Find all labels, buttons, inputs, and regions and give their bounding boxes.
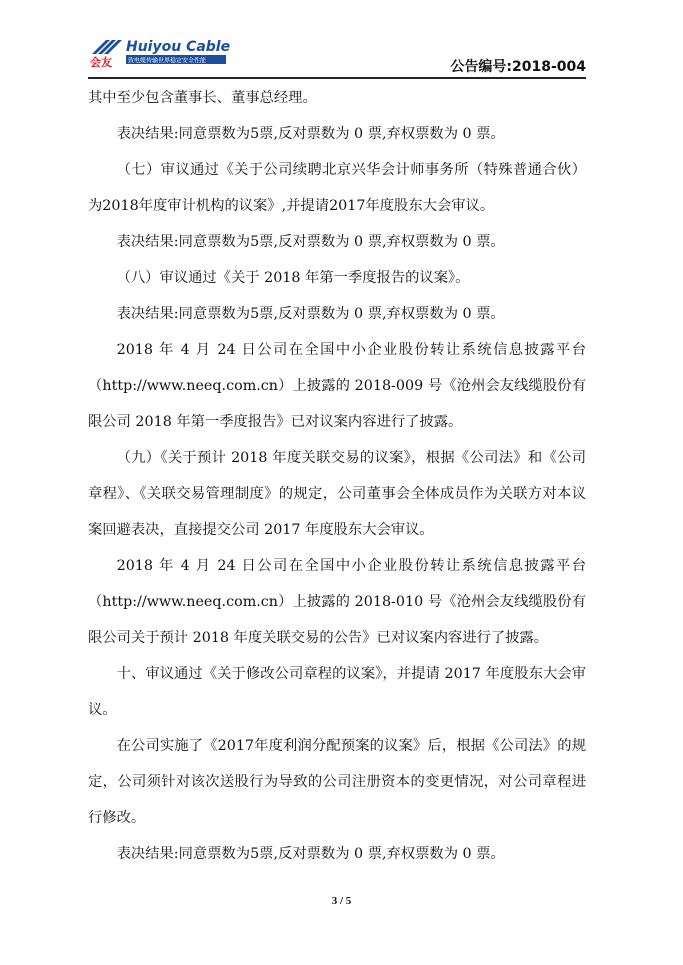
agenda-item-8: （八）审议通过《关于 2018 年第一季度报告的议案》。 [116, 270, 470, 286]
page-number: 3 / 5 [331, 895, 352, 907]
cable-mark-icon [92, 40, 122, 54]
vote-result: 表决结果:同意票数为5票,反对票数为 0 票,弃权票数为 0 票。 [116, 126, 505, 142]
vote-result: 表决结果:同意票数为5票,反对票数为 0 票,弃权票数为 0 票。 [116, 306, 505, 322]
page-header [88, 34, 586, 74]
announcement-number: 公告编号:2018-004 [450, 59, 586, 75]
logo-tagline: 致电缆传输世界稳定安全性能 [128, 57, 207, 65]
logo-brand-en: Huiyou Cable [126, 39, 231, 55]
logo-brand-cn: 会友 [90, 56, 112, 69]
header-rule [88, 77, 586, 79]
agenda-item-7: （七）审议通过《关于公司续聘北京兴华会计师事务所（特殊普通合伙）为2018年度审计机构的议案》,并提请2017年度股东大会审议。 [88, 162, 586, 214]
agenda-item-10: 十、审议通过《关于修改公司章程的议案》，并提请 2017 年度股东大会审议。 [88, 666, 586, 718]
paragraph: 其中至少包含董事长、董事总经理。 [88, 90, 317, 106]
paragraph: 在公司实施了《2017年度利润分配预案的议案》后，根据《公司法》的规定，公司须针对该次送股行为导致的公司注册资本的变更情况，对公司章程进行修改。 [88, 738, 586, 826]
company-logo [88, 34, 248, 70]
vote-result: 表决结果:同意票数为5票,反对票数为 0 票,弃权票数为 0 票。 [116, 846, 505, 862]
agenda-item-9: （九）《关于预计 2018 年度关联交易的议案》，根据《公司法》和《公司章程》、《关联交易管理制度》的规定，公司董事会全体成员作为关联方对本议案回避表决，直接提交公司 2017 年度股东大会审议。 [88, 450, 586, 538]
disclosure-note: 2018 年 4 月 24 日公司在全国中小企业股份转让系统信息披露平台（http://www.neeq.com.cn）上披露的 2018-009 号《沧州会友线缆股份有限公司 2018 年第一季度报告》已对议案内容进行了披露。 [88, 342, 586, 430]
disclosure-note: 2018 年 4 月 24 日公司在全国中小企业股份转让系统信息披露平台（http://www.neeq.com.cn）上披露的 2018-010 号《沧州会友线缆股份有限公司关于预计 2018 年度关联交易的公告》已对议案内容进行了披露。 [88, 558, 586, 646]
document-body [88, 80, 586, 872]
vote-result: 表决结果:同意票数为5票,反对票数为 0 票,弃权票数为 0 票。 [116, 234, 505, 250]
